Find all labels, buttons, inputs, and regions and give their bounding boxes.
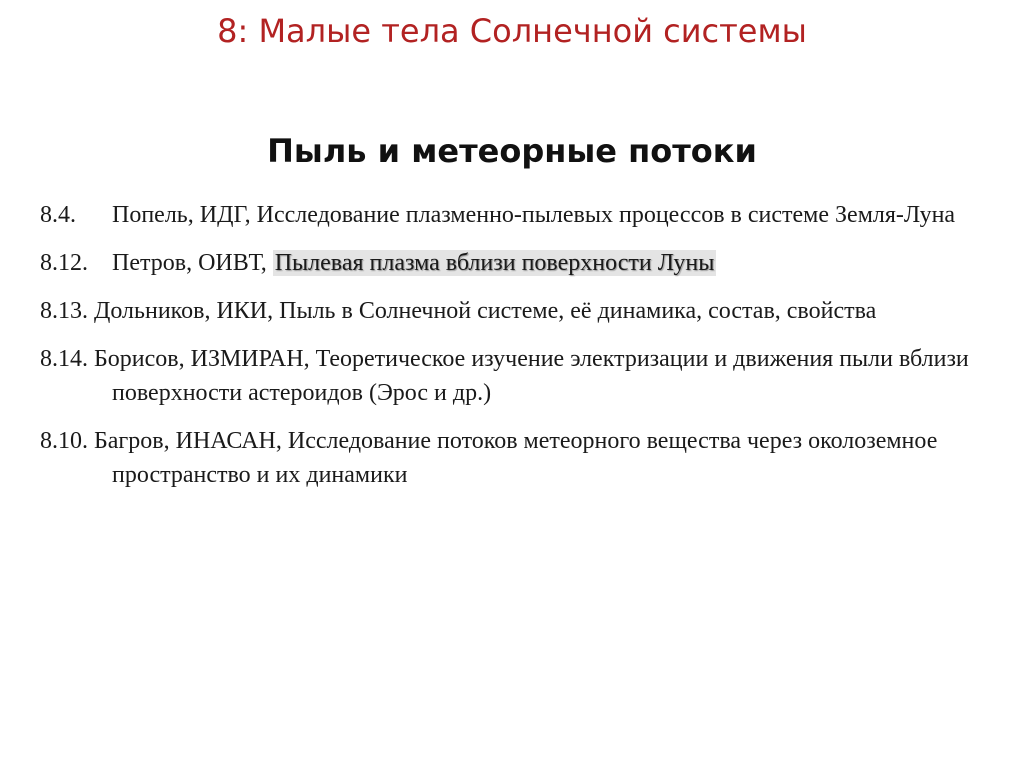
highlighted-topic: Пылевая плазма вблизи поверхности Луны <box>274 250 715 276</box>
item-number: 8.4. <box>40 202 76 228</box>
item-number: 8.13. <box>40 298 88 324</box>
item-text: Дольников, ИКИ, Пыль в Солнечной системе, её динамика, состав, свойства <box>94 298 877 324</box>
slide-subtitle: Пыль и метеорные потоки <box>267 132 757 170</box>
list-item <box>40 342 1000 410</box>
list-item <box>40 246 1000 280</box>
item-text: Багров, ИНАСАН, Исследование потоков метеорного вещества через околоземное пространство и их динамики <box>94 428 938 488</box>
item-list <box>40 198 1000 506</box>
item-text: Петров, ОИВТ, <box>112 250 273 276</box>
item-number: 8.14. <box>40 346 88 372</box>
list-item <box>40 294 1000 328</box>
list-item <box>40 198 1000 232</box>
slide-title: 8: Малые тела Солнечной системы <box>217 12 807 50</box>
item-number: 8.10. <box>40 428 88 454</box>
item-text: Попель, ИДГ, Исследование плазменно-пылевых процессов в системе Земля-Луна <box>112 202 956 228</box>
list-item <box>40 424 1000 492</box>
item-number: 8.12. <box>40 250 88 276</box>
item-text: Борисов, ИЗМИРАН, Теоретическое изучение электризации и движения пыли вблизи поверхности астероидов (Эрос и др.) <box>94 346 969 406</box>
